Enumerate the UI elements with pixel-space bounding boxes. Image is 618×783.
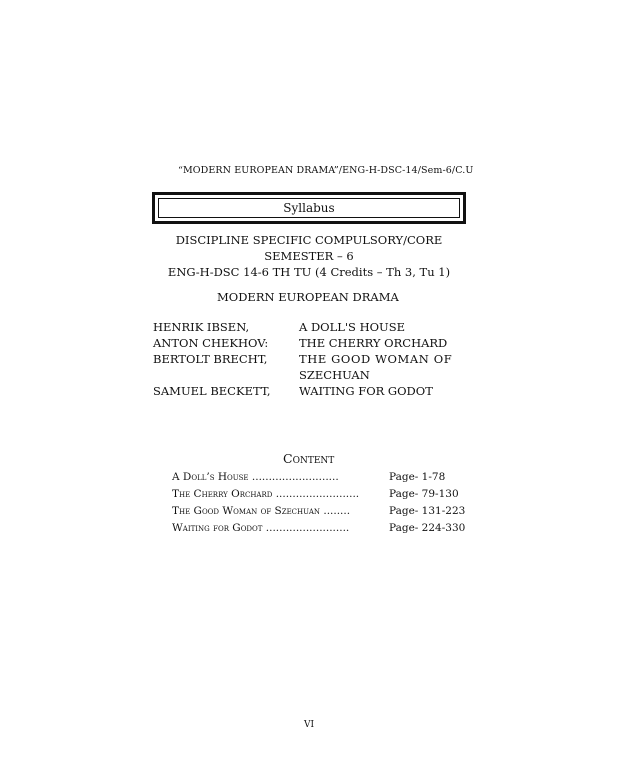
semester-line: SEMESTER – 6 [264,249,354,263]
toc-entry-title [172,488,359,500]
play-title-continued: SZECHUAN [299,368,370,382]
play-title: THE CHERRY ORCHARD [299,336,448,350]
content-heading: Content [283,451,335,466]
toc-leader-dots: .......................... [251,471,339,483]
course-header: “MODERN EUROPEAN DRAMA”/ENG-H-DSC-14/Sem-6/C.U [178,165,474,176]
toc-leader-dots: ........ [323,505,351,517]
toc-page-range: Page- 79-130 [389,488,459,500]
syllabus-title: Syllabus [283,201,335,215]
main-title: MODERN EUROPEAN DRAMA [217,290,399,304]
toc-entry-title [172,471,339,483]
play-title: A DOLL'S HOUSE [299,320,405,334]
play-title: WAITING FOR GODOT [299,384,433,398]
discipline-line: DISCIPLINE SPECIFIC COMPULSORY/CORE [175,233,443,247]
author-name: HENRIK IBSEN, [153,320,250,334]
toc-title-text: The Good Woman of Szechuan [172,505,324,517]
toc-title-text: The Cherry Orchard [172,488,276,500]
toc-entry-title [172,505,350,517]
author-name: SAMUEL BECKETT, [153,384,271,398]
syllabus-box-inner [158,198,460,218]
toc-title-text: A Doll’s House [172,471,252,483]
toc-page-range: Page- 1-78 [389,471,446,483]
toc-leader-dots: ......................... [265,522,350,534]
toc-title-text: Waiting for Godot [172,522,266,534]
toc-leader-dots: ......................... [275,488,360,500]
toc-page-range: Page- 224-330 [389,522,466,534]
author-name: ANTON CHEKHOV: [153,336,269,350]
toc-page-range: Page- 131-223 [389,505,466,517]
toc-entry-title [172,522,349,534]
play-title: THE GOOD WOMAN OF [299,352,453,366]
course-code-line: ENG-H-DSC 14-6 TH TU (4 Credits – Th 3, Tu 1) [167,265,451,279]
author-name: BERTOLT BRECHT, [153,352,268,366]
page-number: VI [303,720,315,730]
syllabus-box [152,192,466,224]
